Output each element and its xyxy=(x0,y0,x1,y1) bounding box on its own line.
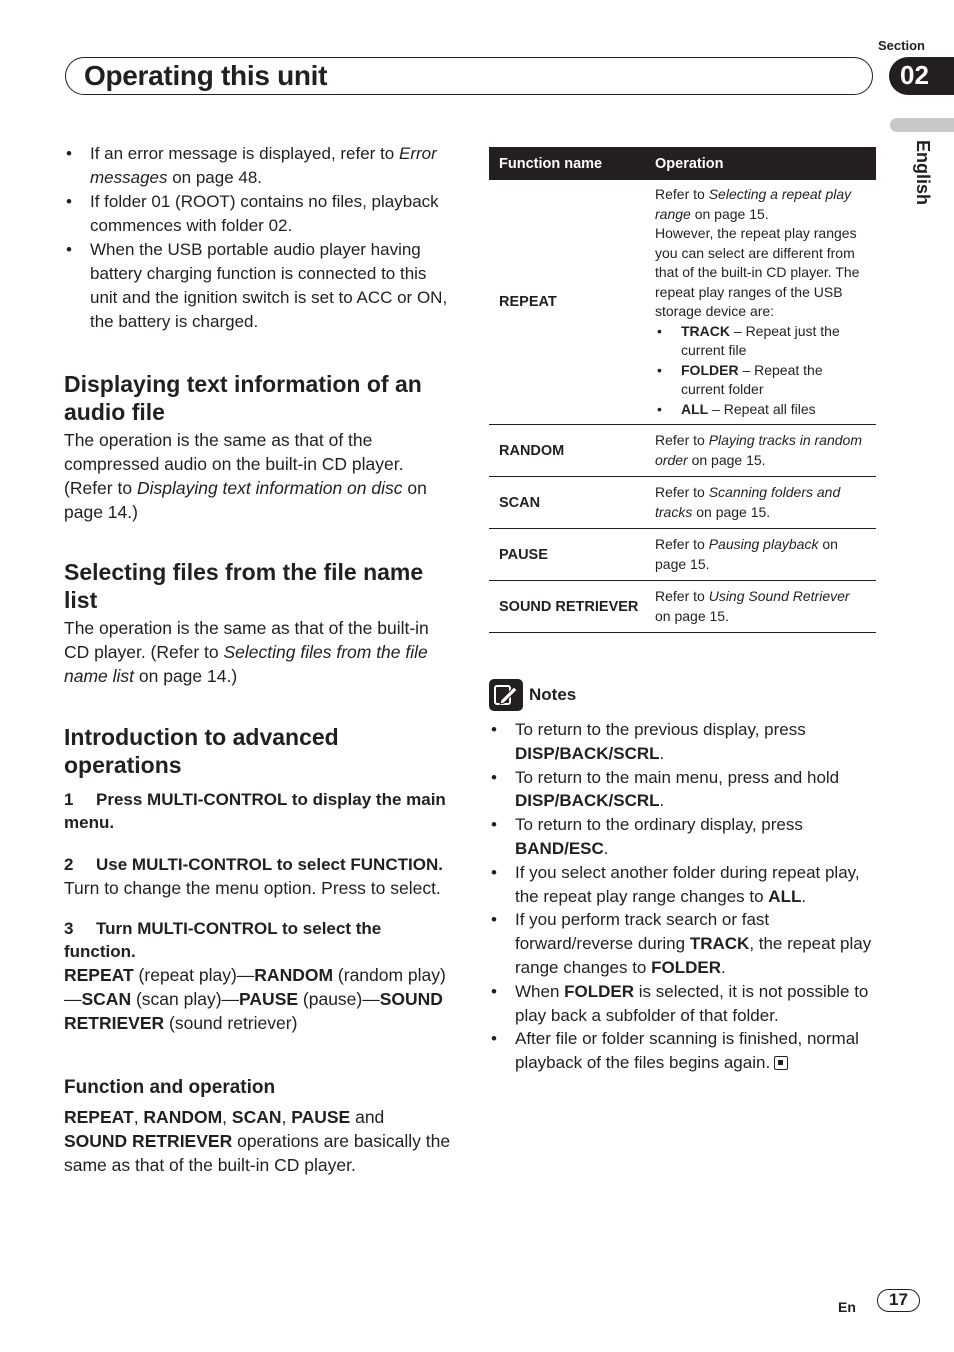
notes-header xyxy=(489,678,879,712)
notes-title: Notes xyxy=(529,685,577,704)
page-title: Operating this unit xyxy=(84,60,328,91)
paragraph-selecting-files: The operation is the same as that of the built-in CD player. (Refer to Selecting files from the file name list on page 14.) xyxy=(64,618,429,686)
operation-text: Refer to Pausing playback on page 15. xyxy=(645,529,876,581)
list-item: • If an error message is displayed, refer to Error messages on page 48. xyxy=(64,142,452,190)
repeat-range-list xyxy=(655,322,866,420)
column-header-operation: Operation xyxy=(645,147,876,180)
note-item: • To return to the previous display, press DISP/BACK/SCRL. xyxy=(489,718,879,766)
note-item: • To return to the main menu, press and hold DISP/BACK/SCRL. xyxy=(489,766,879,814)
note-item: • After file or folder scanning is finished, normal playback of the files begins again. xyxy=(489,1027,879,1075)
operation-text: Refer to Playing tracks in random order on page 15. xyxy=(645,425,876,477)
list-item: • FOLDER – Repeat the current folder xyxy=(655,361,866,400)
function-name: SCAN xyxy=(489,477,645,529)
end-mark-icon xyxy=(774,1056,788,1070)
table-header-row xyxy=(489,147,876,180)
language-label: English xyxy=(913,140,933,206)
notes-block xyxy=(489,678,879,1075)
pencil-icon xyxy=(489,679,523,711)
table-row xyxy=(489,425,876,477)
table-row xyxy=(489,477,876,529)
heading-selecting-files: Selecting files from the file name list xyxy=(64,559,424,613)
table-row xyxy=(489,180,876,425)
section-label: Section xyxy=(878,38,925,53)
paragraph-displaying-text: The operation is the same as that of the compressed audio on the built-in CD player. (Refer to Displaying text information on disc on page 14.) xyxy=(64,430,427,522)
table-row xyxy=(489,581,876,633)
function-table xyxy=(489,147,876,633)
list-item: • When the USB portable audio player having battery charging function is connected to this unit and the ignition switch is set to ACC or ON, the battery is charged. xyxy=(64,238,452,334)
list-item: • ALL – Repeat all files xyxy=(655,400,866,420)
note-item: • To return to the ordinary display, press BAND/ESC. xyxy=(489,813,879,861)
language-tab xyxy=(890,118,954,132)
paragraph-function-operation: REPEAT, RANDOM, SCAN, PAUSE and SOUND RETRIEVER operations are basically the same as that of the built-in CD player. xyxy=(64,1107,451,1175)
heading-function-operation: Function and operation xyxy=(64,1077,276,1098)
step-3: 3 Turn MULTI-CONTROL to select the function. xyxy=(64,919,382,961)
step-1: 1 Press MULTI-CONTROL to display the main menu. xyxy=(64,790,446,832)
notes-list xyxy=(489,718,879,1075)
note-item: • If you perform track search or fast forward/reverse during TRACK, the repeat play range changes to FOLDER. xyxy=(489,908,879,979)
list-item: • If folder 01 (ROOT) contains no files, playback commences with folder 02. xyxy=(64,190,452,238)
heading-advanced-operations: Introduction to advanced operations xyxy=(64,724,339,778)
operation-text: Refer to Using Sound Retriever on page 15. xyxy=(645,581,876,633)
function-name: RANDOM xyxy=(489,425,645,477)
list-item: • TRACK – Repeat just the current file xyxy=(655,322,866,361)
step-3-functions: REPEAT (repeat play)—RANDOM (random play)—SCAN (scan play)—PAUSE (pause)—SOUND RETRIEVER (sound retriever) xyxy=(64,965,446,1033)
left-column xyxy=(64,142,452,1177)
language-code: En xyxy=(838,1299,856,1315)
title-bar xyxy=(65,57,873,95)
step-2: 2 Use MULTI-CONTROL to select FUNCTION. xyxy=(64,855,443,874)
function-name: REPEAT xyxy=(489,180,645,425)
intro-bullets xyxy=(64,142,452,334)
table-row xyxy=(489,529,876,581)
function-name: SOUND RETRIEVER xyxy=(489,581,645,633)
operation-text: Refer to Scanning folders and tracks on page 15. xyxy=(645,477,876,529)
step-2-body: Turn to change the menu option. Press to select. xyxy=(64,878,441,898)
function-name: PAUSE xyxy=(489,529,645,581)
page-number: 17 xyxy=(877,1289,920,1312)
operation-text: Refer to Selecting a repeat play range on page 15. However, the repeat play ranges you can select are different from that of the built-in CD player. The repeat play ranges of the USB storage device are: • TRACK – Repeat just the current file • FOLDER – Repeat the current folder • ALL – Repeat all files xyxy=(645,180,876,425)
section-number-badge: 02 xyxy=(889,57,954,95)
note-item: • When FOLDER is selected, it is not possible to play back a subfolder of that folder. xyxy=(489,980,879,1028)
column-header-function: Function name xyxy=(489,147,645,180)
heading-displaying-text: Displaying text information of an audio file xyxy=(64,371,422,425)
note-item: • If you select another folder during repeat play, the repeat play range changes to ALL. xyxy=(489,861,879,909)
